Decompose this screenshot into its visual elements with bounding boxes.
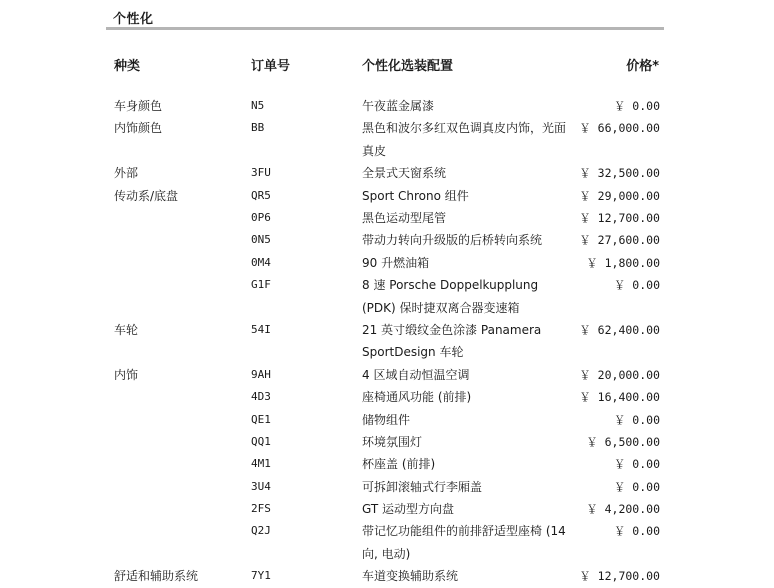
row-order-code: 2FS (251, 502, 271, 516)
table-row (0, 185, 774, 207)
section-divider (106, 27, 664, 30)
header-configuration: 个性化选装配置 (362, 59, 454, 74)
row-price: ￥ 12,700.00 (579, 210, 660, 225)
row-configuration: 黑色和波尔多红双色调真皮内饰，光面真皮 (362, 121, 567, 158)
row-order-code: 0P6 (251, 210, 271, 224)
table-row (0, 476, 774, 498)
table-row (0, 565, 774, 587)
table-row (0, 386, 774, 408)
row-configuration: Sport Chrono 组件 (362, 188, 469, 203)
row-order-code: QQ1 (251, 434, 271, 448)
row-price: ￥ 0.00 (613, 278, 660, 293)
row-configuration: 8 速 Porsche Doppelkupplung (PDK) 保时捷双离合器变速箱 (362, 278, 539, 315)
table-row (0, 498, 774, 520)
row-order-code: 4M1 (251, 457, 271, 471)
row-price: ￥ 0.00 (613, 524, 660, 539)
row-category: 内饰颜色 (114, 121, 163, 136)
row-configuration: 午夜蓝金属漆 (362, 99, 435, 113)
table-row (0, 453, 774, 475)
row-category: 传动系/底盘 (114, 188, 179, 203)
row-order-code: 0M4 (251, 255, 271, 269)
row-configuration: 储物组件 (362, 412, 411, 427)
table-row (0, 229, 774, 251)
row-price: ￥ 1,800.00 (586, 255, 660, 270)
row-order-code: 9AH (251, 367, 271, 381)
row-order-code: G1F (251, 278, 271, 292)
table-row (0, 409, 774, 431)
row-price: ￥ 62,400.00 (579, 322, 660, 337)
row-price: ￥ 66,000.00 (579, 121, 660, 136)
row-price: ￥ 0.00 (613, 412, 660, 427)
row-category: 外部 (114, 166, 139, 181)
row-configuration: 座椅通风功能 (前排) (362, 390, 472, 405)
row-configuration: 90 升燃油箱 (362, 255, 430, 270)
row-configuration: GT 运动型方向盘 (362, 502, 455, 517)
row-price: ￥ 4,200.00 (586, 502, 660, 517)
row-order-code: QR5 (251, 188, 271, 202)
table-row (0, 117, 774, 162)
row-configuration: 全景式天窗系统 (362, 166, 447, 181)
row-price: ￥ 29,000.00 (579, 188, 660, 203)
header-price: 价格* (626, 59, 659, 74)
row-price: ￥ 0.00 (613, 99, 660, 113)
row-order-code: N5 (251, 99, 265, 112)
row-price: ￥ 27,600.00 (579, 233, 660, 248)
table-row (0, 252, 774, 274)
row-order-code: 54I (251, 322, 271, 336)
row-configuration: 黑色运动型尾管 (362, 210, 447, 225)
row-configuration: 可拆卸滚轴式行李厢盖 (362, 479, 483, 494)
row-configuration: 带动力转向升级版的后桥转向系统 (362, 233, 543, 248)
table-row (0, 431, 774, 453)
row-category: 车身颜色 (114, 99, 163, 113)
table-row (0, 319, 774, 364)
row-configuration: 4 区域自动恒温空调 (362, 367, 470, 382)
table-row (0, 95, 774, 117)
row-category: 内饰 (114, 367, 139, 382)
table-row (0, 274, 774, 319)
row-price: ￥ 32,500.00 (579, 166, 660, 181)
row-order-code: 7Y1 (251, 569, 271, 583)
row-order-code: Q2J (251, 524, 271, 538)
row-order-code: BB (251, 121, 265, 135)
row-price: ￥ 6,500.00 (586, 434, 660, 449)
row-category: 舒适和辅助系统 (114, 569, 199, 584)
row-configuration: 杯座盖 (前排) (362, 457, 436, 472)
row-category: 车轮 (114, 322, 139, 337)
row-configuration: 环境氛围灯 (362, 434, 423, 449)
table-row (0, 520, 774, 565)
row-configuration: 21 英寸缎纹金色涂漆 Panamera SportDesign 车轮 (362, 322, 542, 360)
row-price: ￥ 0.00 (613, 479, 660, 494)
row-price: ￥ 16,400.00 (579, 390, 660, 405)
row-price: ￥ 20,000.00 (579, 367, 660, 382)
table-row (0, 364, 774, 386)
table-row (0, 162, 774, 184)
section-title: 个性化 (113, 12, 154, 27)
row-order-code: 4D3 (251, 390, 271, 404)
header-category: 种类 (114, 59, 141, 74)
header-order-code: 订单号 (251, 59, 291, 74)
row-order-code: QE1 (251, 412, 271, 426)
table-row (0, 207, 774, 229)
row-configuration: 带记忆功能组件的前排舒适型座椅 (14 向, 电动) (362, 524, 566, 561)
row-order-code: 3U4 (251, 479, 271, 493)
row-order-code: 3FU (251, 166, 271, 180)
row-price: ￥ 0.00 (613, 457, 660, 472)
row-configuration: 车道变换辅助系统 (362, 569, 459, 584)
table-body (0, 95, 774, 588)
row-order-code: 0N5 (251, 233, 271, 247)
row-price: ￥ 12,700.00 (579, 569, 660, 584)
